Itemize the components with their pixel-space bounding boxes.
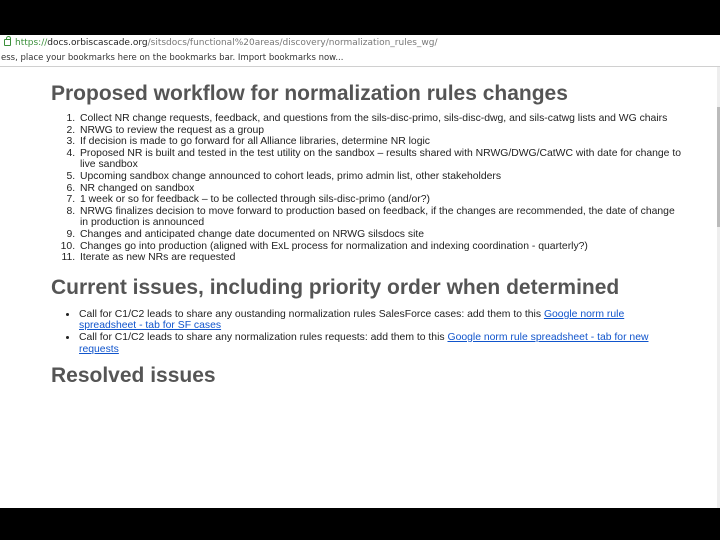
workflow-steps-list xyxy=(51,113,681,264)
spreadsheet-link[interactable]: Google norm rule spreadsheet - tab for new requests xyxy=(79,331,649,355)
issue-item xyxy=(78,309,671,332)
workflow-step: 7. 1 week or so for feedback – to be collected through sils-disc-primo (and/or?) xyxy=(78,194,681,206)
top-letterbox xyxy=(0,0,720,35)
workflow-step: 6. NR changed on sandbox xyxy=(78,183,681,195)
page-content[interactable] xyxy=(0,67,720,508)
workflow-step: 8. NRWG finalizes decision to move forward to production based on feedback, if the changes are recommended, the date of change in production is announced xyxy=(78,206,681,229)
bookmarks-hint: ess, place your bookmarks here on the bookmarks bar. xyxy=(1,53,236,63)
workflow-step: 1. Collect NR change requests, feedback, and questions from the sils-disc-primo, sils-disc-dwg, and sils-catwg lists and WG chairs xyxy=(78,113,681,125)
workflow-step: 10. Changes go into production (aligned with ExL process for normalization and indexing coordination - quarterly?) xyxy=(78,241,681,253)
url-path: /sitsdocs/functional%20areas/discovery/normalization_rules_wg/ xyxy=(147,37,438,48)
import-bookmarks-link[interactable]: Import bookmarks now... xyxy=(237,53,344,63)
url-text[interactable] xyxy=(15,38,438,48)
issue-text: Call for C1/C2 leads to share any oustanding normalization rules SalesForce cases: add them to this xyxy=(79,308,544,320)
bookmarks-bar xyxy=(0,50,720,67)
issues-list xyxy=(51,309,671,355)
lock-icon xyxy=(4,39,11,46)
workflow-step: 11. Iterate as new NRs are requested xyxy=(78,252,681,264)
issue-text: Call for C1/C2 leads to share any normalization rules requests: add them to this xyxy=(79,331,448,343)
resolved-heading: Resolved issues xyxy=(51,364,216,388)
issue-item xyxy=(78,332,671,355)
workflow-step: 5. Upcoming sandbox change announced to cohort leads, primo admin list, other stakeholders xyxy=(78,171,681,183)
issues-heading: Current issues, including priority order when determined xyxy=(51,275,620,299)
url-host: docs.orbiscascade.org xyxy=(47,37,148,48)
url-protocol: https:// xyxy=(15,37,48,48)
workflow-step: 2. NRWG to review the request as a group xyxy=(78,125,681,137)
address-bar[interactable] xyxy=(0,35,720,50)
workflow-step: 3. If decision is made to go forward for all Alliance libraries, determine NR logic xyxy=(78,136,681,148)
workflow-heading: Proposed workflow for normalization rules changes xyxy=(51,82,568,105)
workflow-step: 9. Changes and anticipated change date documented on NRWG silsdocs site xyxy=(78,229,681,241)
spreadsheet-link[interactable]: Google norm rule spreadsheet - tab for SF cases xyxy=(79,308,625,332)
workflow-step: 4. Proposed NR is built and tested in the test utility on the sandbox – results shared with NRWG/DWG/CatWC with date for change to live sandbox xyxy=(78,148,681,171)
bottom-letterbox xyxy=(0,508,720,540)
